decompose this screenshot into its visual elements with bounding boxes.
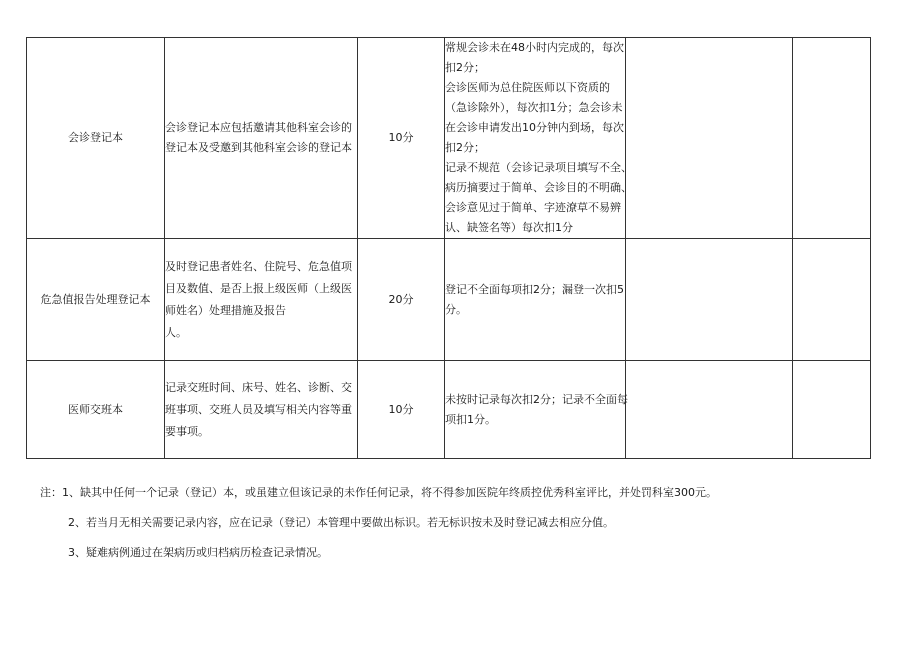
record-name: 危急值报告处理登记本 [27,239,165,361]
blank-cell [626,38,793,239]
rule-line: 分。 [445,302,467,316]
rule-line: 在会诊申请发出10分钟内到场，每次 [445,121,624,134]
table-row [27,239,871,361]
record-description [165,38,358,239]
blank-cell [626,239,793,361]
rule-line: 登记不全面每项扣2分；漏登一次扣5 [445,282,624,296]
description-line: 记录交班时间、床号、姓名、诊断、交 [165,380,352,394]
rule-line: 项扣1分。 [445,412,496,426]
rule-line: 病历摘要过于简单、会诊目的不明确、 [445,181,632,194]
score: 10分 [358,38,445,239]
description-line: 登记本及受邀到其他科室会诊的登记本 [165,141,352,154]
record-name: 医师交班本 [27,361,165,459]
rule-line: 扣2分； [445,141,485,154]
rule-line: 认、缺签名等）每次扣1分 [445,221,573,234]
scoring-table [26,37,871,459]
blank-cell [626,361,793,459]
description-line: 班事项、交班人员及填写相关内容等重 [165,402,352,416]
rule-line: 记录不规范（会诊记录项目填写不全、 [445,161,632,174]
score: 20分 [358,239,445,361]
description-line: 及时登记患者姓名、住院号、危急值项 [165,259,352,273]
note-3: 3、疑难病例通过在架病历或归档病历检查记录情况。 [68,546,328,559]
description-line: 师姓名）处理措施及报告 [165,303,286,317]
description-line: 人。 [165,325,187,339]
rule-line: 常规会诊未在48小时内完成的，每次 [445,41,624,54]
note-1: 注：1、缺其中任何一个记录（登记）本，或虽建立但该记录的未作任何记录，将不得参加医院年终质控优秀科室评比，并处罚科室300元。 [40,486,717,499]
description-line: 会诊登记本应包括邀请其他科室会诊的 [165,121,352,134]
record-name: 会诊登记本 [27,38,165,239]
rule-line: 会诊意见过于简单、字迹潦草不易辨 [445,201,621,214]
score: 10分 [358,361,445,459]
deduction-rules [445,239,626,361]
blank-cell [793,361,871,459]
note-2: 2、若当月无相关需要记录内容，应在记录（登记）本管理中要做出标识。若无标识按未及时登记减去相应分值。 [68,516,614,529]
record-description [165,239,358,361]
table-row [27,38,871,239]
rule-line: 会诊医师为总住院医师以下资质的 [445,81,610,94]
record-description [165,361,358,459]
rule-line: 扣2分； [445,61,485,74]
blank-cell [793,239,871,361]
blank-cell [793,38,871,239]
rule-line: 未按时记录每次扣2分；记录不全面每 [445,392,628,406]
deduction-rules [445,361,626,459]
description-line: 目及数值、是否上报上级医师（上级医 [165,281,352,295]
rule-line: （急诊除外），每次扣1分；急会诊未 [445,101,623,114]
description-line: 要事项。 [165,424,209,438]
table-row [27,361,871,459]
deduction-rules [445,38,632,239]
